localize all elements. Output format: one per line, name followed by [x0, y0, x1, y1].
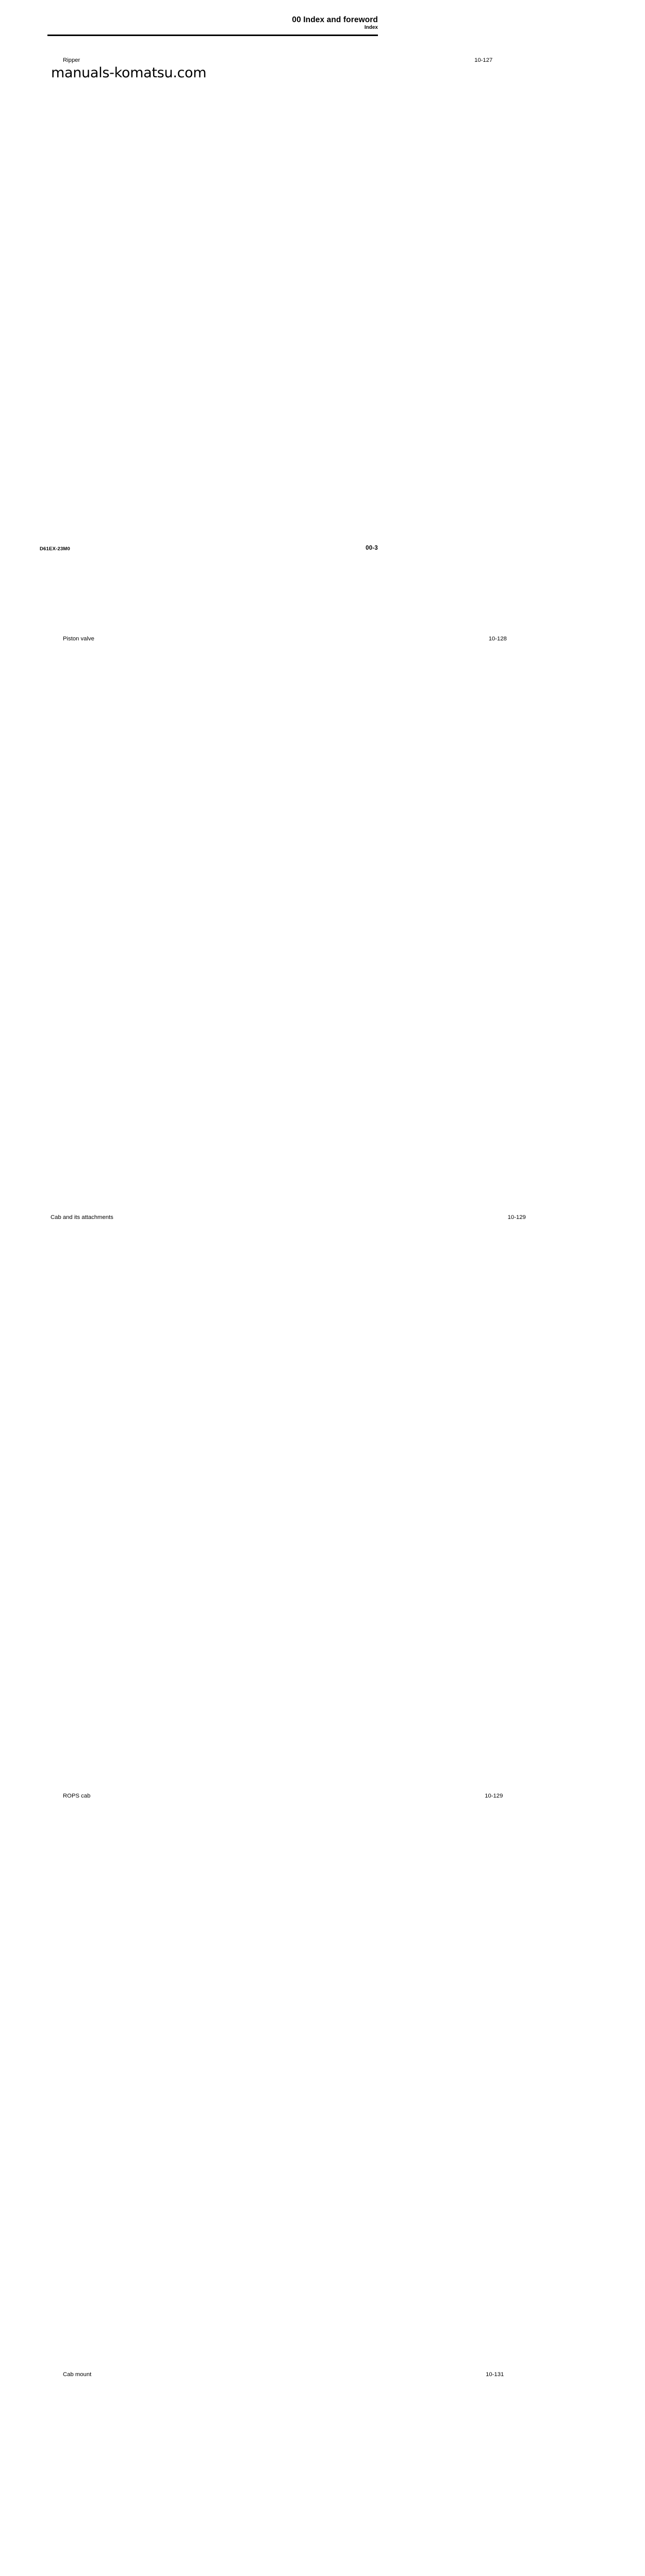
- header-section-title: Index: [364, 25, 378, 30]
- toc-entry-page-number: 10-128: [96, 635, 507, 1213]
- toc-entry[interactable]: [63, 635, 507, 1213]
- toc-entry-page-number: 10-127: [82, 56, 492, 635]
- toc-entry-label: Ripper: [63, 57, 80, 63]
- toc-entry[interactable]: [63, 1792, 503, 2370]
- header-chapter-title: 00 Index and foreword: [292, 15, 378, 24]
- footer-model-code: D61EX-23M0: [40, 546, 71, 552]
- toc-entry-page-number: 10-131: [93, 2370, 504, 2576]
- toc-entry[interactable]: [63, 56, 493, 635]
- table-of-contents: [51, 56, 526, 2576]
- toc-entry-label: Cab mount: [63, 2371, 92, 2378]
- toc-entry-page-number: 10-129: [92, 1792, 503, 2370]
- toc-entry-label: Cab and its attachments: [51, 1214, 113, 1221]
- toc-entry[interactable]: [63, 2370, 504, 2576]
- toc-entry[interactable]: [51, 1213, 526, 1792]
- header-divider-rule: [47, 35, 378, 36]
- toc-entry-label: ROPS cab: [63, 1793, 91, 1799]
- watermark-text: manuals-komatsu.com: [51, 65, 207, 81]
- toc-entry-page-number: 10-129: [115, 1213, 526, 1792]
- toc-entry-label: Piston valve: [63, 636, 94, 642]
- page-header: [47, 15, 378, 31]
- footer-page-number: 00-3: [366, 545, 378, 551]
